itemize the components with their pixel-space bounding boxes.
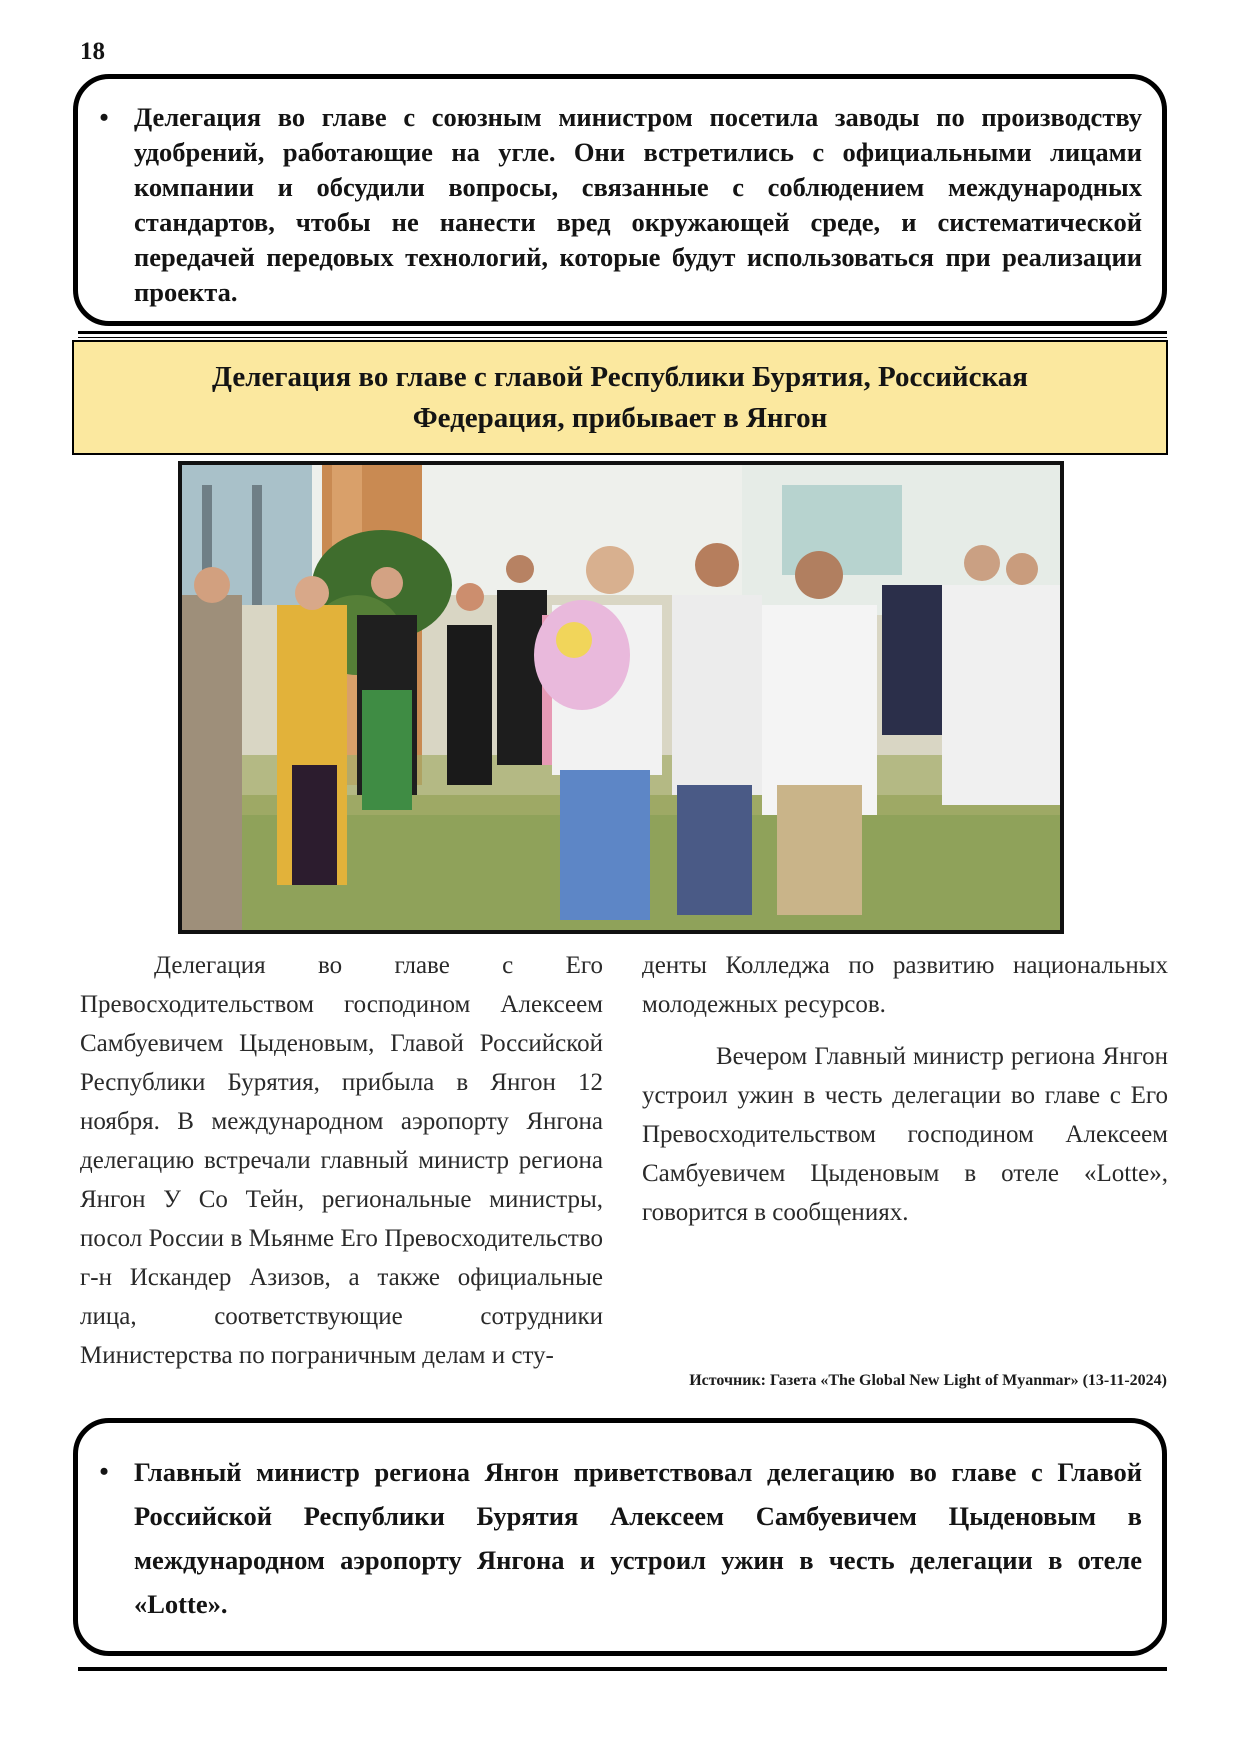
article-paragraph: Вечером Главный министр региона Янгон устроил ужин в честь делегации во главе с Его Превосходительством господином Алексеем Самбуевичем Цыденовым в отеле «Lotte», говорится в сообщениях.	[642, 1043, 1168, 1226]
source-citation: Источник: Газета «The Global New Light of Myanmar» (13-11-2024)	[689, 1372, 1167, 1389]
article-paragraph-continued: денты Колледжа по развитию национальных молодежных ресурсов.	[642, 952, 1168, 1018]
divider-rule-thin	[78, 337, 1167, 338]
page-number: 18	[80, 38, 105, 65]
bullet-icon: •	[99, 103, 109, 132]
article-paragraph: Делегация во главе с Его Превосходительством господином Алексеем Самбуевичем Цыденовым, Главой Российской Республики Бурятия, прибыла в Янгон 12 ноября. В международном аэропорту Янгона делегацию встречали главный министр региона Янгон У Со Тейн, региональные министры, посол России в Мьянме Его Превосходительство г-н Искандер Азизов, а также официальные лица, соответствующие сотрудники Министерства по пограничным делам и сту-	[80, 952, 603, 1369]
divider-rule-bottom	[78, 1667, 1167, 1671]
headline-text: Делегация во главе с главой Республики Бурятия, Российская Федерация, прибывает в Янгон	[212, 360, 1028, 434]
headline-banner	[72, 340, 1168, 455]
divider-rule	[78, 331, 1167, 334]
summary-text-top: Делегация во главе с союзным министром посетила заводы по производству удобрений, работающие на угле. Они встретились с официальными лицами компании и обсудили вопросы, связанные с соблюдением международных стандартов, чтобы не нанести вред окружающей среде, и систематической передачей передовых технологий, которые будут использоваться при реализации проекта.	[134, 102, 1142, 307]
summary-box-bottom	[73, 1418, 1167, 1656]
bullet-icon: •	[99, 1457, 109, 1486]
summary-text-bottom: Главный министр региона Янгон приветствовал делегацию во главе с Главой Российской Республики Бурятия Алексеем Самбуевичем Цыденовым в международном аэропорту Янгона и устроил ужин в честь делегации в отеле «Lotte».	[134, 1457, 1142, 1619]
article-column-left	[80, 946, 603, 1375]
summary-box-top	[73, 74, 1167, 326]
article-column-right	[642, 946, 1168, 1232]
arrival-photo	[178, 461, 1064, 934]
photo-illustration	[182, 465, 1060, 930]
